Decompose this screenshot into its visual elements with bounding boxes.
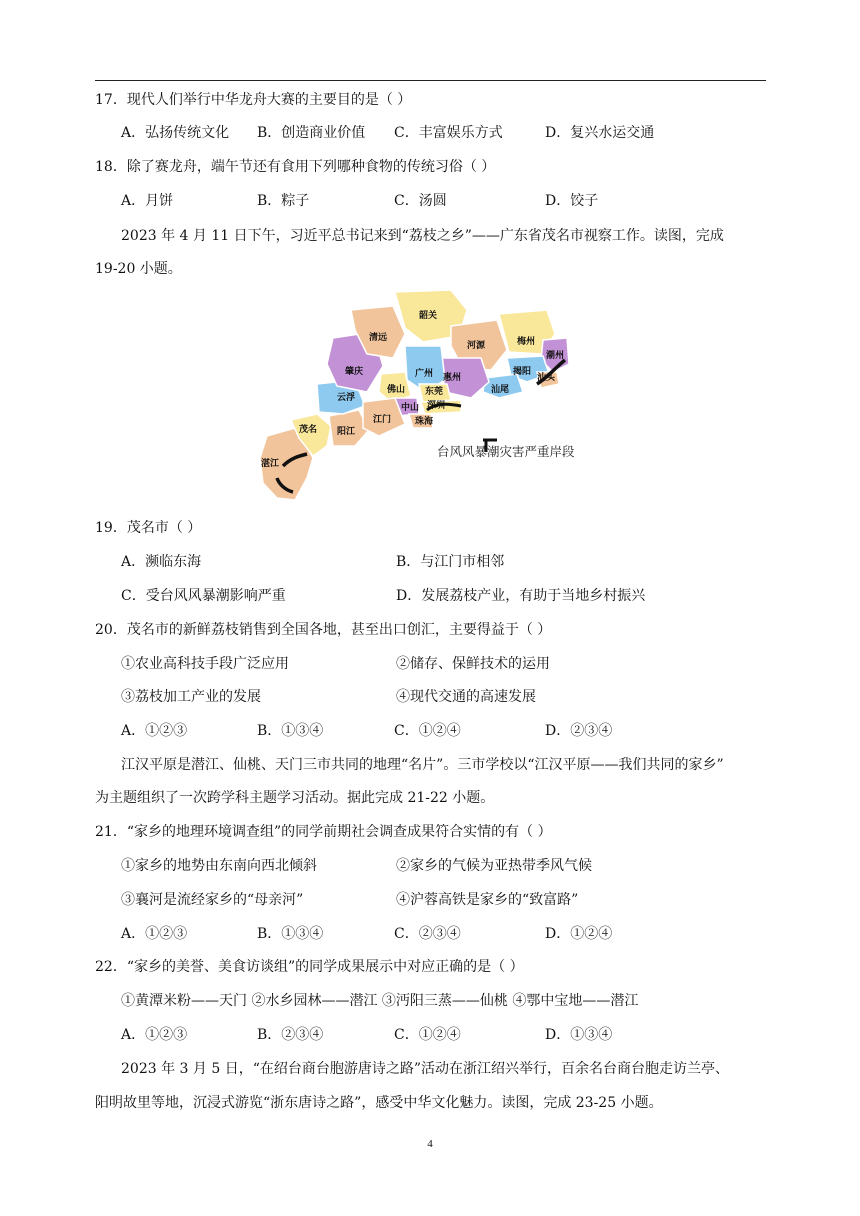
option-c: C．受台风风暴潮影响严重 <box>121 588 286 604</box>
label-maoming: 茂名 <box>299 425 318 435</box>
statement-1: ①农业高科技手段广泛应用 <box>121 656 289 672</box>
option-d: D．复兴水运交通 <box>545 125 655 141</box>
option-d: D．饺子 <box>545 193 599 209</box>
option-a: A．弘扬传统文化 <box>121 125 230 141</box>
label-yunfu: 云浮 <box>337 393 356 403</box>
option-b: B．与江门市相邻 <box>396 554 505 570</box>
label-shantou: 汕头 <box>537 373 556 383</box>
option-b: B．①③④ <box>257 926 324 942</box>
passage-3-line-1: 2023 年 3 月 5 日，“在绍台商台胞游唐诗之路”活动在浙江绍兴举行，百余名台商台胞走访兰亭、 <box>121 1061 730 1077</box>
passage-1-line-1: 2023 年 4 月 11 日下午，习近平总书记来到“荔枝之乡”——广东省茂名市视察工作。读图，完成 <box>121 228 724 244</box>
label-huizhou: 惠州 <box>443 373 462 383</box>
question-22-statements: ①黄潭米粉——天门 ②水乡园林——潜江 ③沔阳三蒸——仙桃 ④鄂中宝地——潜江 <box>121 993 639 1009</box>
question-20-stem: 20．茂名市的新鲜荔枝销售到全国各地，甚至出口创汇，主要得益于（ ） <box>95 622 552 638</box>
option-d: D．①②④ <box>545 926 613 942</box>
option-c: C．汤圆 <box>394 193 447 209</box>
option-c: C．①②④ <box>394 723 461 739</box>
label-chaozhou: 潮州 <box>546 351 565 361</box>
label-meizhou: 梅州 <box>517 337 536 347</box>
question-17-stem: 17．现代人们举行中华龙舟大赛的主要目的是（ ） <box>95 92 412 108</box>
label-guangzhou: 广州 <box>415 369 434 379</box>
label-zhongshan: 中山 <box>401 403 420 413</box>
option-a: A．濒临东海 <box>121 554 202 570</box>
question-19-stem: 19．茂名市（ ） <box>95 520 202 536</box>
statement-2: ②储存、保鲜技术的运用 <box>396 656 550 672</box>
option-a: A．①②③ <box>121 1027 188 1043</box>
statement-2: ②家乡的气候为亚热带季风气候 <box>396 858 592 874</box>
label-yangjiang: 阳江 <box>337 427 356 437</box>
option-b: B．粽子 <box>257 193 310 209</box>
option-c: C．丰富娱乐方式 <box>394 125 503 141</box>
legend-label: 台风风暴潮灾害严重岸段 <box>437 444 575 459</box>
label-zhaoqing: 肇庆 <box>345 367 364 377</box>
option-c: C．①②④ <box>394 1027 461 1043</box>
passage-2-line-2: 为主题组织了一次跨学科主题学习活动。据此完成 21-22 小题。 <box>95 790 495 806</box>
label-heyuan: 河源 <box>467 341 486 351</box>
guangdong-map <box>255 288 615 503</box>
question-21-stem: 21．“家乡的地理环境调查组”的同学前期社会调查成果符合实情的有（ ） <box>95 824 552 840</box>
option-d: D．②③④ <box>545 723 613 739</box>
question-18-stem: 18．除了赛龙舟，端午节还有食用下列哪种食物的传统习俗（ ） <box>95 159 496 175</box>
passage-1-line-2: 19-20 小题。 <box>95 261 182 277</box>
label-zhuhai: 珠海 <box>415 417 434 427</box>
question-22-stem: 22．“家乡的美誉、美食访谈组”的同学成果展示中对应正确的是（ ） <box>95 959 524 975</box>
label-jieyang: 揭阳 <box>513 367 532 377</box>
passage-2-line-1: 江汉平原是潜江、仙桃、天门三市共同的地理“名片”。三市学校以“江汉平原——我们共同的家乡” <box>121 757 724 773</box>
option-b: B．创造商业价值 <box>257 125 366 141</box>
statement-4: ④沪蓉高铁是家乡的“致富路” <box>396 892 579 908</box>
option-d: D．发展荔枝产业，有助于当地乡村振兴 <box>396 588 646 604</box>
statement-1: ①家乡的地势由东南向西北倾斜 <box>121 858 317 874</box>
label-qingyuan: 清远 <box>369 333 388 343</box>
option-a: A．①②③ <box>121 723 188 739</box>
label-shaoguan: 韶关 <box>419 311 438 321</box>
label-shanwei: 汕尾 <box>491 385 510 395</box>
option-d: D．①③④ <box>545 1027 613 1043</box>
option-a: A．①②③ <box>121 926 188 942</box>
option-b: B．①③④ <box>257 723 324 739</box>
option-c: C．②③④ <box>394 926 461 942</box>
statement-3: ③荔枝加工产业的发展 <box>121 689 261 705</box>
header-rule <box>95 80 766 81</box>
label-foshan: 佛山 <box>387 385 406 395</box>
label-shenzhen: 深圳 <box>427 401 446 411</box>
page-number: 4 <box>427 1138 433 1150</box>
statement-4: ④现代交通的高速发展 <box>396 689 536 705</box>
label-dongguan: 东莞 <box>425 387 444 397</box>
option-b: B．②③④ <box>257 1027 324 1043</box>
label-zhanjiang: 湛江 <box>261 459 280 469</box>
passage-3-line-2: 阳明故里等地，沉浸式游览“浙东唐诗之路”，感受中华文化魅力。读图，完成 23-25 小题。 <box>95 1095 663 1111</box>
option-a: A．月饼 <box>121 193 174 209</box>
statement-3: ③襄河是流经家乡的“母亲河” <box>121 892 304 908</box>
label-jiangmen: 江门 <box>373 415 392 425</box>
